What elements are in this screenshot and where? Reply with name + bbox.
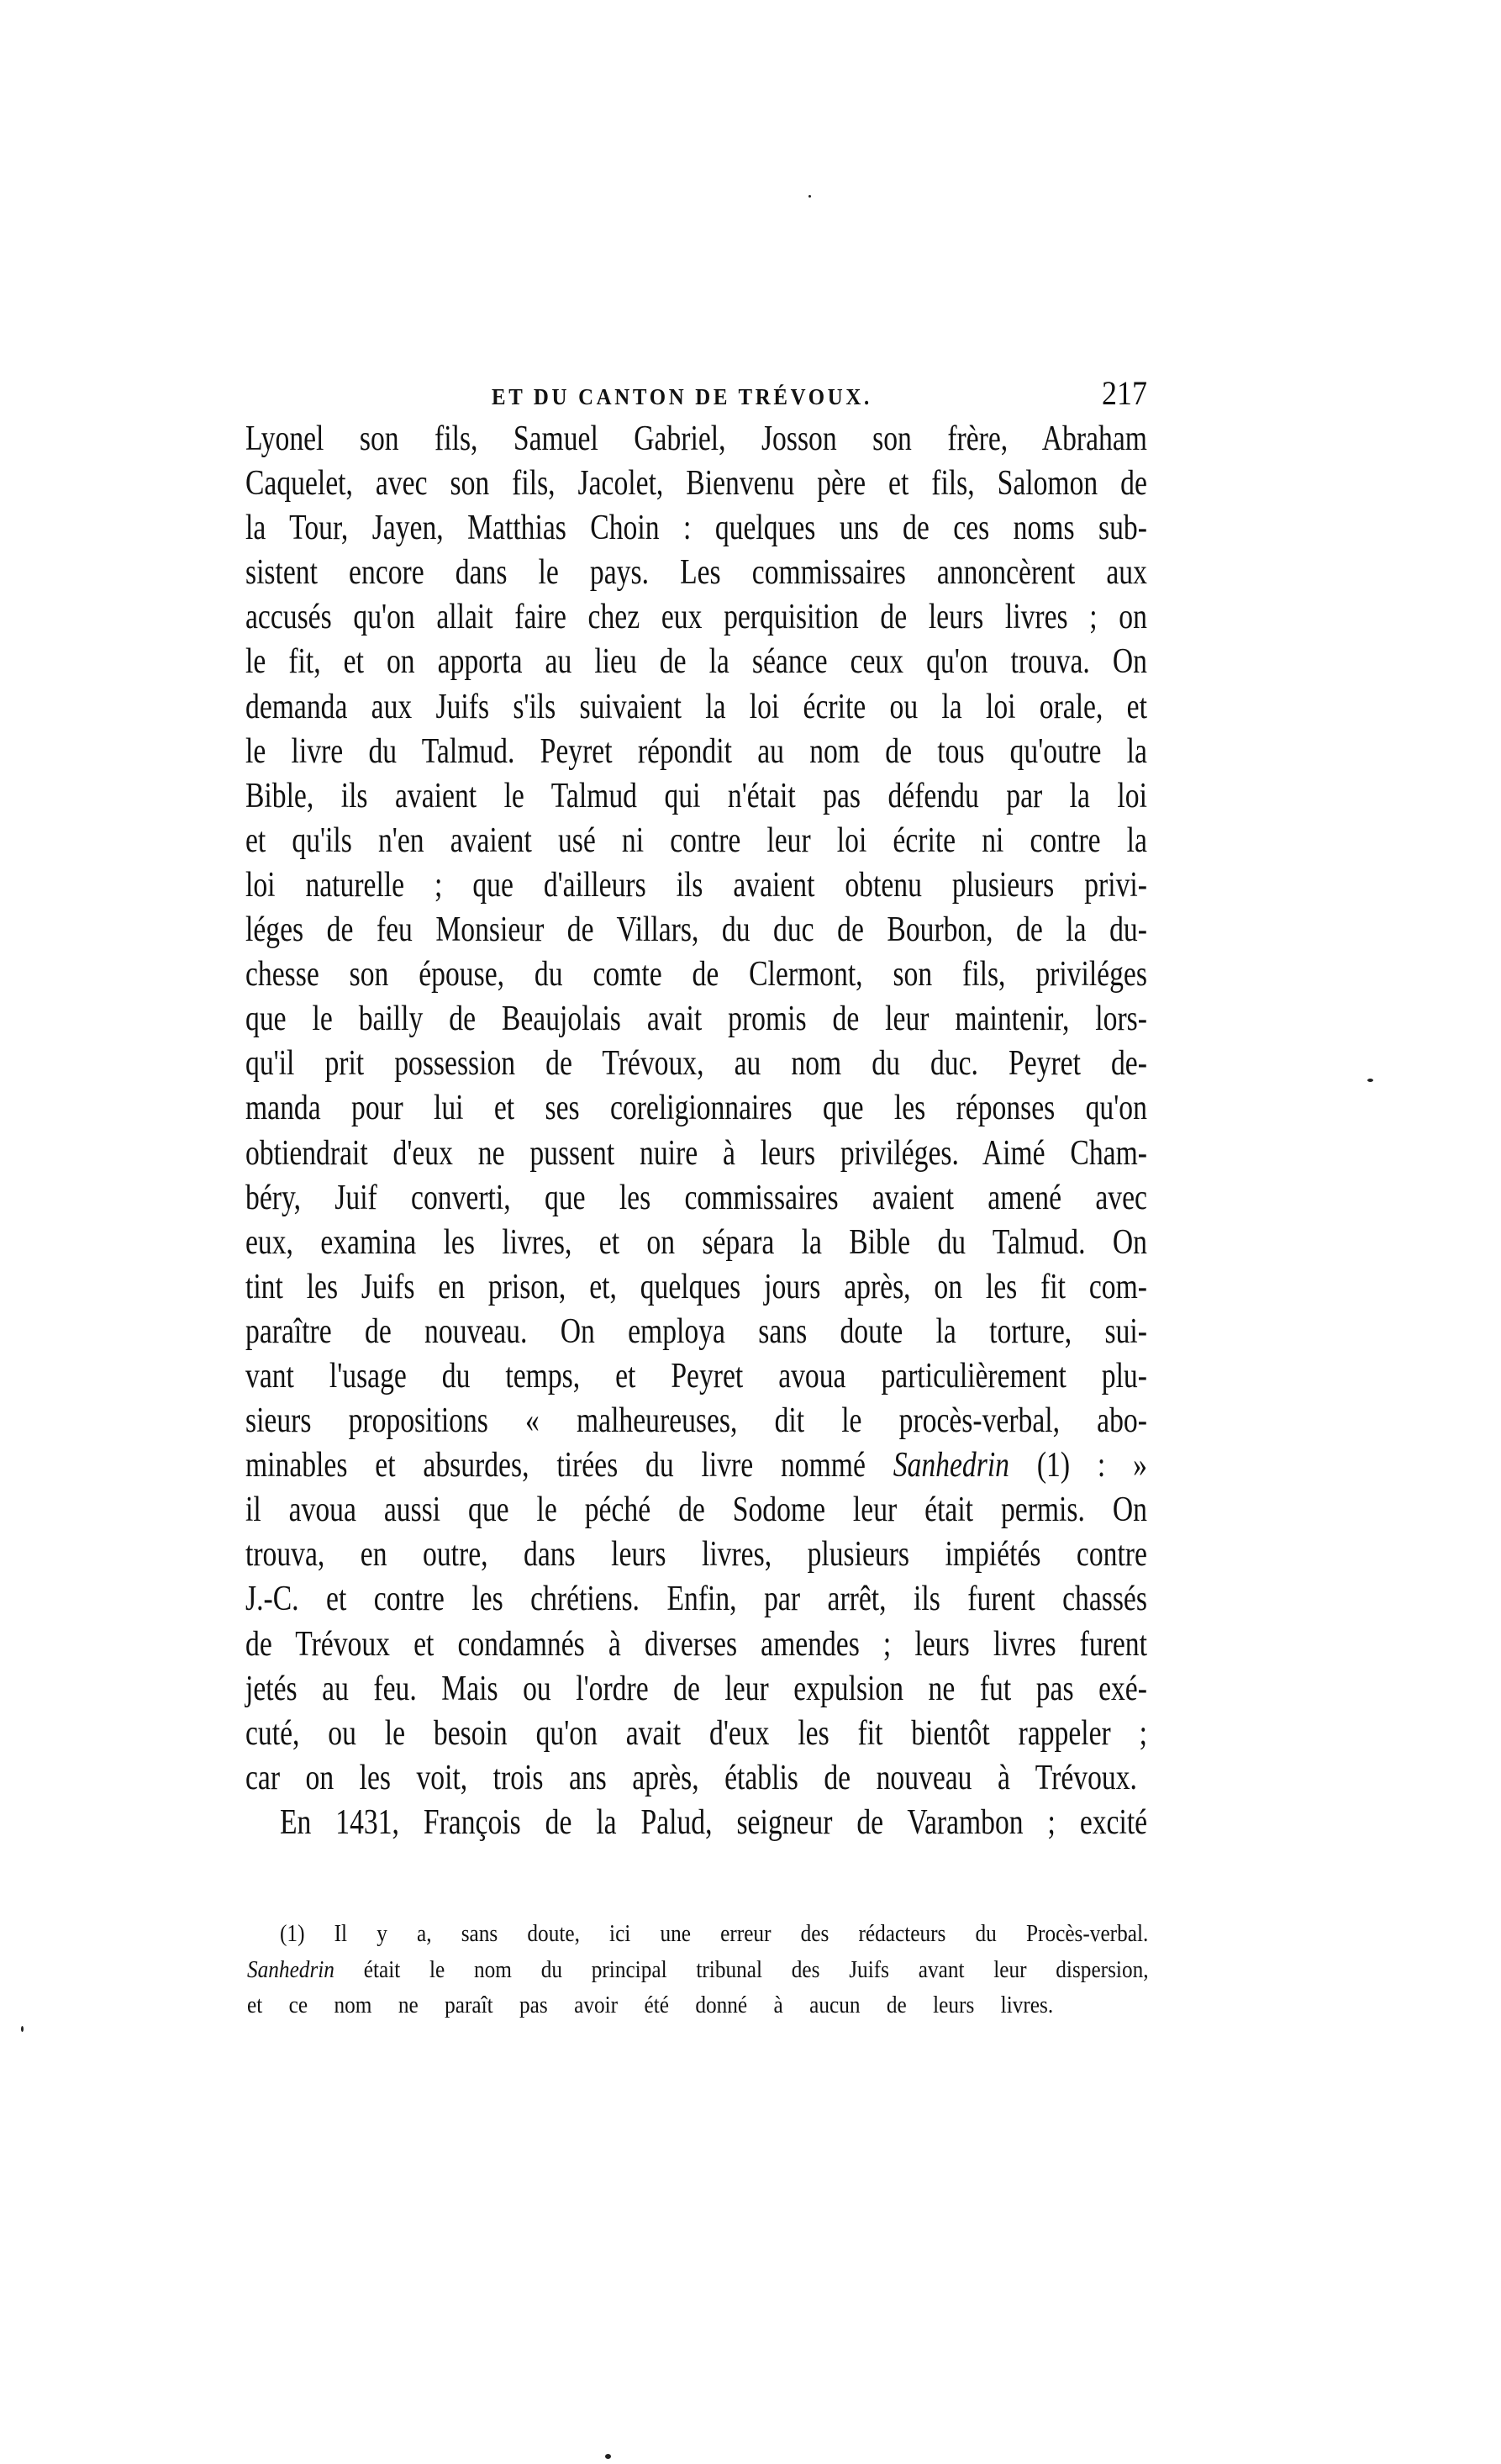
scan-speck	[1367, 1079, 1373, 1082]
text-line-content: vant l'usage du temps, et Peyret avoua particulièrement plu-	[245, 1356, 1147, 1396]
text-line	[245, 1670, 1147, 1715]
text-line-content: sieurs propositions « malheureuses, dit le procès-verbal, abo-	[245, 1401, 1147, 1441]
text-line	[245, 599, 1147, 643]
scan-speck	[605, 2454, 611, 2459]
text-line	[245, 643, 1147, 688]
text-line	[245, 778, 1147, 822]
text-line	[245, 1358, 1147, 1402]
text-line-content: et qu'ils n'en avaient usé ni contre leur loi écrite ni contre la	[245, 820, 1147, 860]
text-line-content: paraître de nouveau. On employa sans doute la torture, sui-	[245, 1311, 1147, 1351]
footnotes	[247, 1919, 1149, 2027]
text-line-content	[245, 1447, 1147, 1484]
text-line	[245, 465, 1147, 509]
body-text	[245, 420, 1147, 1849]
text-line-content: Bible, ils avaient le Talmud qui n'était pas défendu par la loi	[245, 776, 1147, 815]
text-line-content: loi naturelle ; que d'ailleurs ils avaient obtenu plusieurs privi-	[245, 865, 1147, 905]
text-line	[245, 1313, 1147, 1358]
text-line-content: sistent encore dans le pays. Les commissaires annoncèrent aux	[245, 553, 1147, 593]
text-line	[245, 554, 1147, 599]
text-line	[245, 1715, 1147, 1760]
text-segment: minables et absurdes, tirées du livre nommé	[245, 1446, 866, 1485]
text-line-content: tint les Juifs en prison, et, quelques jours après, on les fit com-	[245, 1267, 1147, 1306]
footnote-line-content: (1) Il y a, sans doute, ici une erreur des rédacteurs du Procès-verbal.	[280, 1920, 1149, 1947]
scan-speck	[808, 195, 811, 198]
text-line-content: chesse son épouse, du comte de Clermont, son fils, priviléges	[245, 955, 1147, 995]
text-line	[245, 1269, 1147, 1313]
text-line	[245, 1626, 1147, 1670]
text-line	[245, 733, 1147, 778]
text-line	[245, 1000, 1147, 1045]
text-line	[245, 1224, 1147, 1269]
sanhedrin-term: Sanhedrin	[893, 1446, 1009, 1485]
text-line	[245, 1090, 1147, 1134]
text-line	[245, 509, 1147, 554]
footnote-reference: (1) : »	[1036, 1446, 1147, 1485]
text-line-content: le fit, et on apporta au lieu de la séance ceux qu'on trouva. On	[245, 642, 1147, 682]
text-line	[245, 1580, 1147, 1625]
text-line	[245, 1402, 1147, 1447]
scan-speck	[21, 2026, 24, 2032]
text-segment: était le nom du principal tribunal des Juifs avant leur dispersion,	[363, 1955, 1149, 1983]
text-line-content: le livre du Talmud. Peyret répondit au nom de tous qu'outre la	[245, 731, 1147, 771]
running-head	[492, 374, 1147, 414]
text-line	[245, 1491, 1147, 1536]
text-line-content: jetés au feu. Mais ou l'ordre de leur expulsion ne fut pas exé-	[245, 1669, 1147, 1708]
text-line	[245, 1447, 1147, 1491]
text-line-content: que le bailly de Beaujolais avait promis de leur maintenir, lors-	[245, 1000, 1147, 1039]
text-line	[245, 1045, 1147, 1090]
text-line-content: obtiendrait d'eux ne pussent nuire à leurs priviléges. Aimé Cham-	[245, 1133, 1147, 1173]
page-number: 217	[1102, 374, 1147, 412]
footnote-line	[247, 1919, 1149, 1955]
footnote-line-content	[247, 1955, 1149, 1984]
text-line	[245, 867, 1147, 911]
text-line-content: eux, examina les livres, et on sépara la Bible du Talmud. On	[245, 1222, 1147, 1262]
sanhedrin-term: Sanhedrin	[247, 1955, 334, 1983]
text-line	[245, 1179, 1147, 1224]
text-line-content: de Trévoux et condamnés à diverses amendes ; leurs livres furent	[245, 1624, 1147, 1664]
text-line-content: la Tour, Jayen, Matthias Choin : quelques uns de ces noms sub-	[245, 509, 1147, 548]
text-line-content: béry, Juif converti, que les commissaires avaient amené avec	[245, 1178, 1147, 1217]
text-line-content: Caquelet, avec son fils, Jacolet, Bienvenu père et fils, Salomon de	[245, 464, 1147, 504]
text-line-content: il avoua aussi que le péché de Sodome leur était permis. On	[245, 1491, 1147, 1530]
text-line-content: accusés qu'on allait faire chez eux perquisition de leurs livres ; on	[245, 598, 1147, 637]
text-line	[245, 911, 1147, 956]
text-line	[245, 1760, 1147, 1804]
footnote-line	[247, 1991, 1149, 2027]
text-line-paragraph-start	[245, 1804, 1147, 1849]
text-line	[245, 1135, 1147, 1179]
text-line	[245, 956, 1147, 1000]
running-title: ET DU CANTON DE TRÉVOUX.	[492, 384, 872, 409]
text-line	[245, 1536, 1147, 1580]
text-line-content: léges de feu Monsieur de Villars, du duc de Bourbon, de la du-	[245, 910, 1147, 950]
text-line	[245, 689, 1147, 733]
text-line-content: manda pour lui et ses coreligionnaires que les réponses qu'on	[245, 1089, 1147, 1128]
text-line-content: Lyonel son fils, Samuel Gabriel, Josson son frère, Abraham	[245, 419, 1147, 458]
text-line-content: trouva, en outre, dans leurs livres, plusieurs impiétés contre	[245, 1535, 1147, 1575]
text-line	[245, 822, 1147, 867]
text-line-content: demanda aux Juifs s'ils suivaient la loi écrite ou la loi orale, et	[245, 687, 1147, 726]
text-line-content: J.-C. et contre les chrétiens. Enfin, par arrêt, ils furent chassés	[245, 1580, 1147, 1619]
text-line-content: qu'il prit possession de Trévoux, au nom du duc. Peyret de-	[245, 1044, 1147, 1084]
text-line-content: cuté, ou le besoin qu'on avait d'eux les fit bientôt rappeler ;	[245, 1713, 1147, 1753]
footnote-line	[247, 1955, 1149, 1992]
footnote-line-content: et ce nom ne paraît pas avoir été donné à aucun de leurs livres.	[247, 1992, 1054, 2018]
text-line-content: car on les voit, trois ans après, établis de nouveau à Trévoux.	[245, 1758, 1137, 1797]
text-line	[245, 420, 1147, 465]
text-line-content: En 1431, François de la Palud, seigneur de Varambon ; excité	[280, 1802, 1148, 1842]
